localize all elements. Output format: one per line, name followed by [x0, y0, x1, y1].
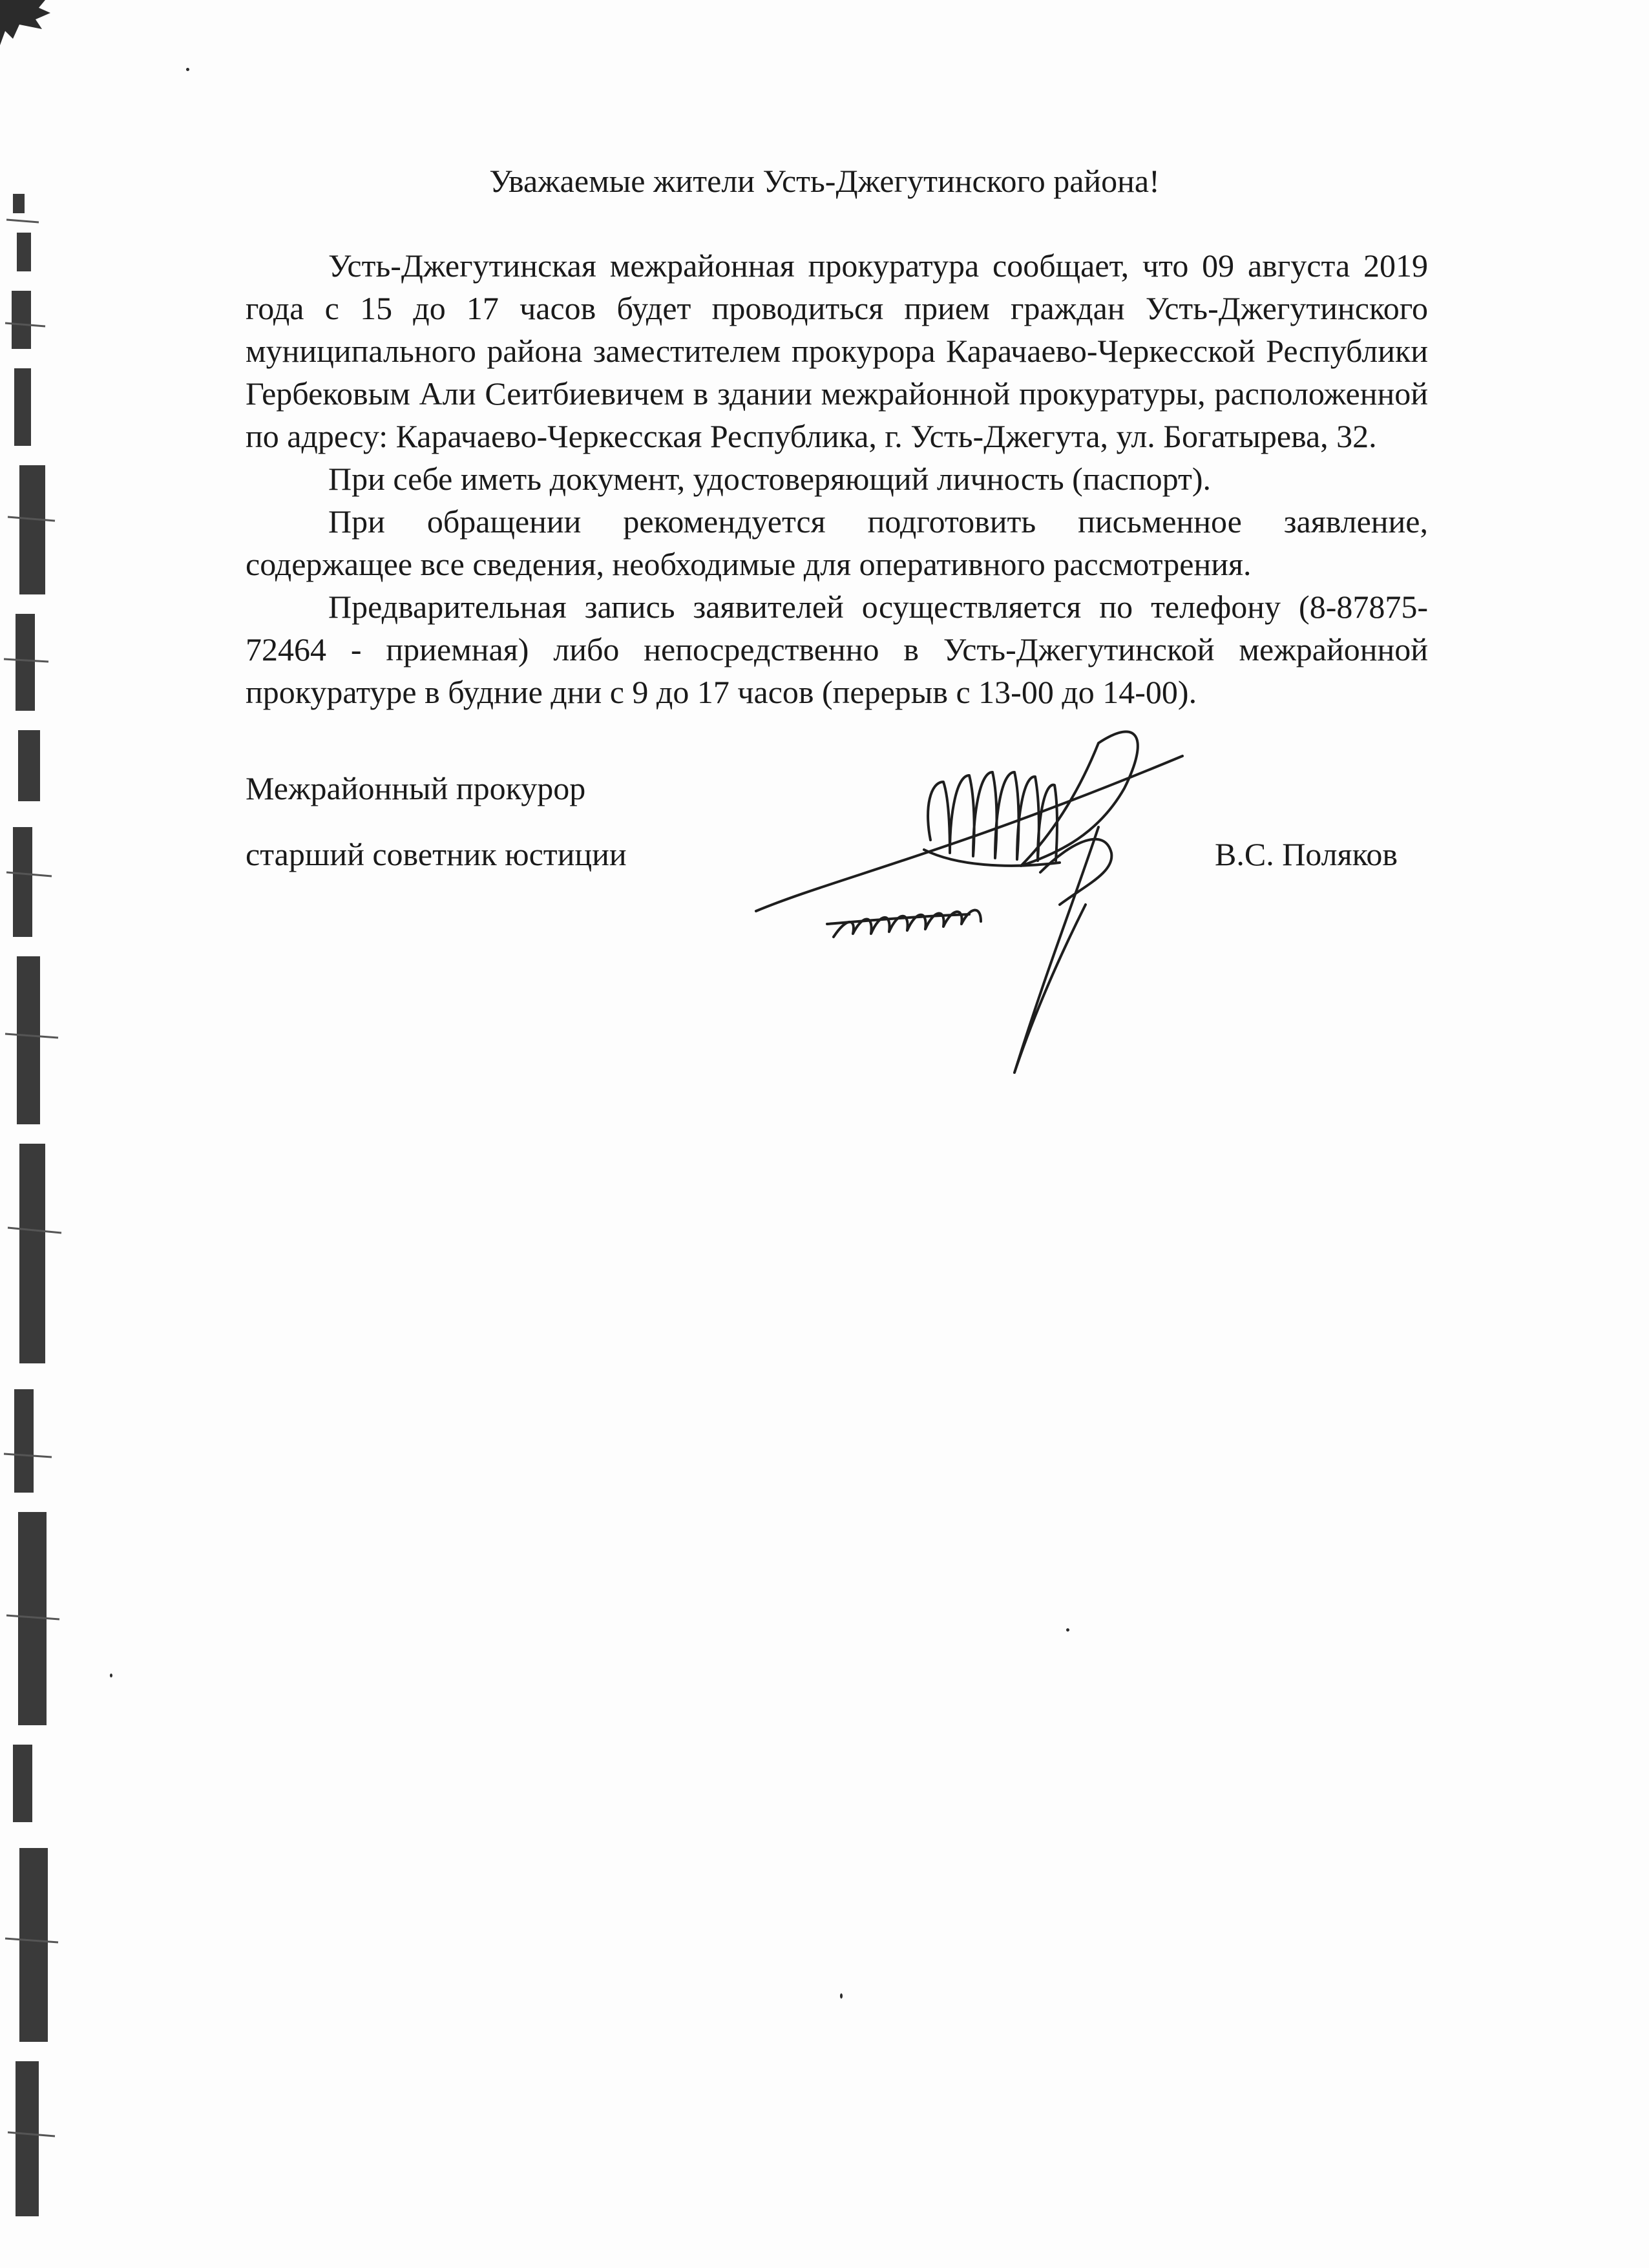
paragraph-appointment: Предварительная запись заявителей осуществляется по телефону (8-87875-72464 - приемная) либо непосредственно в Усть-Джегутинской межрайонной прокуратуре в будние дни с 9 до 17 часов (перерыв с 13-00 до 14-00).: [246, 589, 1428, 710]
signer-position: Межрайонный прокурор: [246, 770, 586, 806]
paragraph-announcement: Усть-Джегутинская межрайонная прокуратура сообщает, что 09 августа 2019 года с 15 до 17 часов будет проводиться прием граждан Усть-Джегутинского муниципального района заместителем прокурора Карачаево-Черкесской Республики Гербековым Али Сеитбиевичем в здании межрайонной прокуратуры, расположенной по адресу: Карачаево-Черкесская Республика, г. Усть-Джегута, ул. Богатырева, 32.: [246, 247, 1428, 454]
scan-speck: [840, 1993, 843, 1999]
scan-speck: [1066, 1628, 1069, 1632]
scan-edge-artifact: [0, 194, 71, 2229]
document-title: Уважаемые жители Усть-Джегутинского района!: [489, 163, 1160, 199]
signature-block-position: [246, 768, 627, 875]
handwritten-signature: [737, 711, 1202, 1098]
scan-corner-artifact: [0, 0, 78, 58]
paragraph-written-statement: При обращении рекомендуется подготовить письменное заявление, содержащее все сведения, необходимые для оперативного рассмотрения.: [246, 503, 1428, 582]
scan-speck: [110, 1674, 112, 1677]
document-body: [246, 244, 1428, 713]
signer-rank: старший советник юстиции: [246, 836, 627, 872]
paragraph-id-requirement: При себе иметь документ, удостоверяющий личность (паспорт).: [328, 461, 1212, 497]
scan-speck: [186, 68, 189, 71]
signer-name: В.С. Поляков: [1215, 836, 1398, 872]
